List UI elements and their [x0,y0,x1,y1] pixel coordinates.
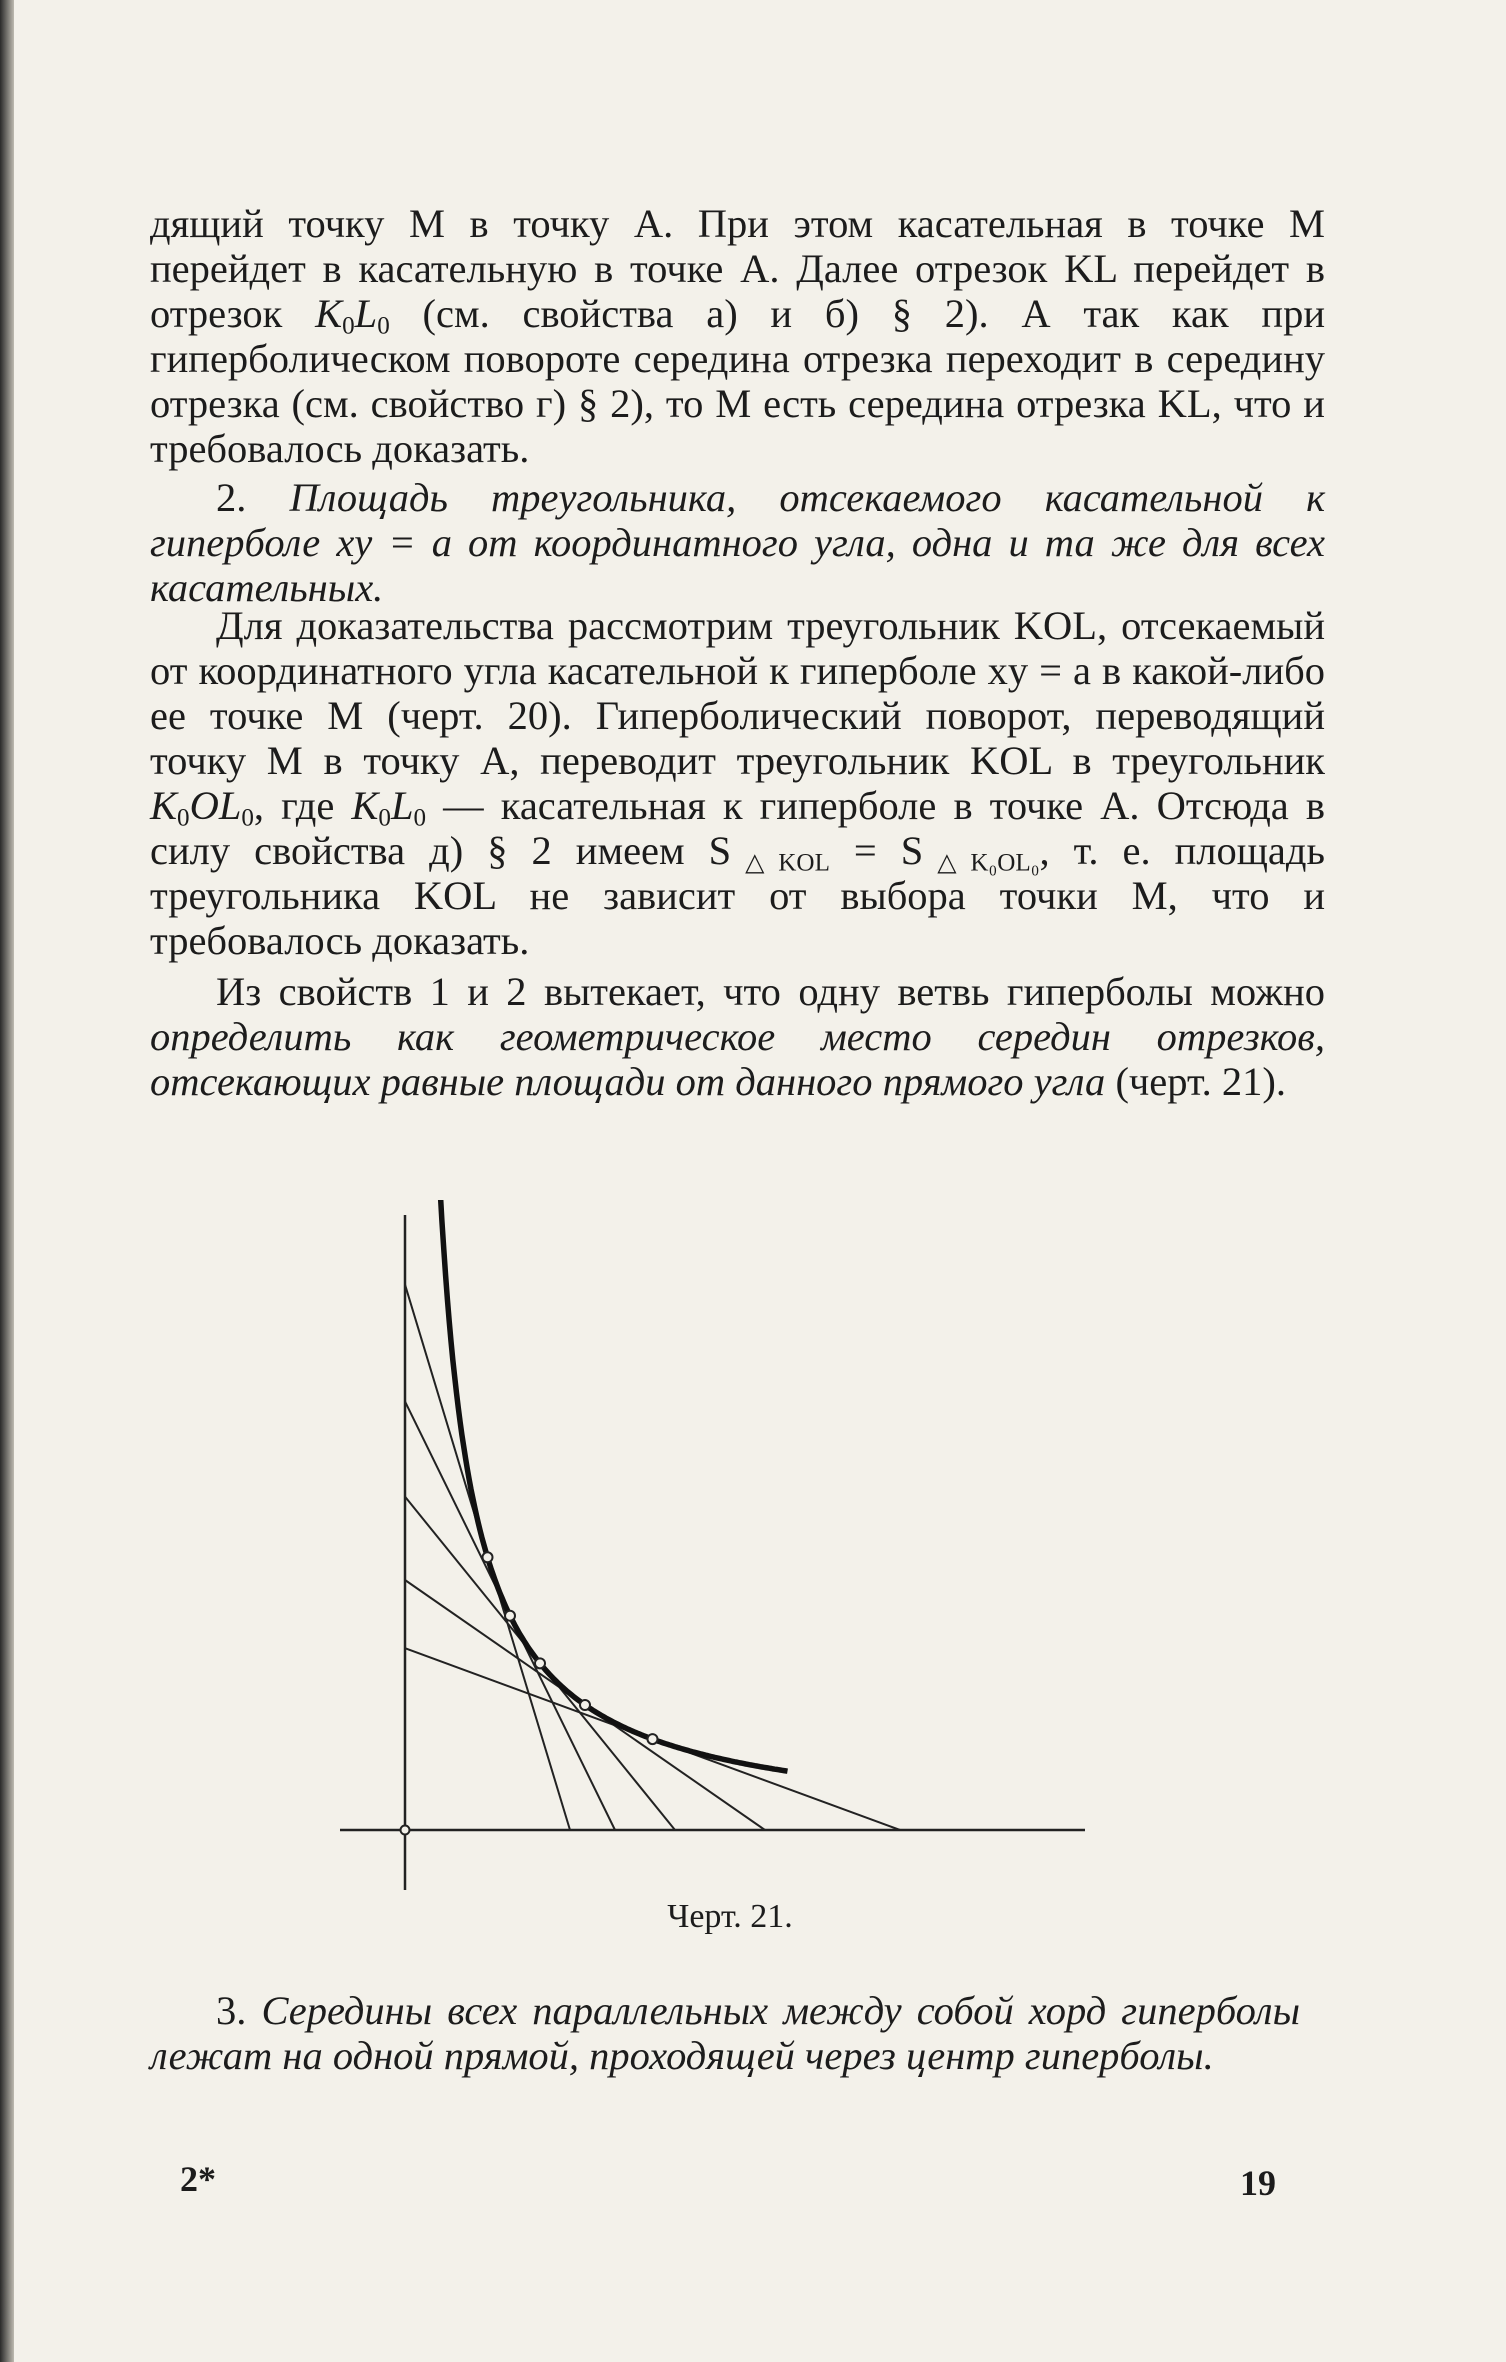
text-run: K [150,783,178,828]
figure-caption: Черт. 21. [667,1898,793,1935]
text-run: , т. е. площадь треугольника KOL не зависит от выбора точки М, что и требовалось доказать. [150,828,1325,963]
subscript: 0 [177,804,190,832]
text-run: (см. свойства а) и б) § 2). А так как при гиперболическом повороте середина отрезка переходит в середину отрезка (см. свойство г) § 2), то М есть середина отрезка KL, что и требовалось доказать. [150,291,1325,471]
theorem-number: 3. [216,1988,262,2033]
text-run: , где [253,783,352,828]
theorem-statement: Середины всех параллельных между собой хорд гиперболы лежат на одной прямой, проходящей через центр гиперболы. [150,1988,1300,2078]
midpoint-marker [535,1658,545,1668]
text-run: Из свойств 1 и 2 вытекает, что одну ветвь гиперболы можно [216,969,1325,1014]
paragraph-1 [150,201,1325,610]
hyperbola-curve [424,1200,788,1771]
tangent-lines [405,1285,900,1830]
text-run: K [351,783,379,828]
text-run: L [354,291,378,336]
signature-mark: 2* [180,2159,216,2199]
midpoint-marker [580,1700,590,1710]
subscript: △K₀OL₀ [923,849,1040,877]
subscript: 0 [413,804,427,832]
hyperbola-branch [424,1200,788,1771]
axes [340,1215,1085,1890]
paragraph-proof [150,603,1325,1104]
theorem-number: 2. [216,475,290,520]
subscript: 0 [241,804,254,832]
text-run: K [315,291,343,336]
subscript: 0 [378,804,391,832]
page-edge [0,0,14,2362]
text-run: дящий точку М в точку А. При этом касательная в точке М перейдет в касательную в точке А. Далее отрезок KL перейдет в отрезок [150,201,1325,336]
theorem-statement: Площадь треугольника, отсекаемого касательной к гиперболе xy = a от координатного угла, одна и та же для всех касательных. [150,475,1326,610]
text-run: = S [829,828,924,873]
text-run: OL [189,783,242,828]
text-run: Для доказательства рассмотрим треугольник KOL, отсекаемый от координатного угла касательной к гиперболе xy = a в какой-либо ее точке М (черт. 20). Гиперболический поворот, переводящий точку М в точку А, переводит треугольник KOL в треугольник [150,603,1325,783]
midpoint-marker [505,1611,515,1621]
paragraph-theorem-3 [150,1988,1300,2078]
subscript: 0 [342,312,355,340]
midpoints [483,1552,658,1744]
midpoint-marker [648,1734,658,1744]
text-run: — касательная к гиперболе в точке А. Отсюда в силу свойства д) § 2 имеем S [150,783,1325,873]
subscript: △KOL [731,849,830,877]
page-number: 19 [1240,2163,1276,2203]
text-run: L [390,783,414,828]
definition-italic: определить как геометрическое место середин отрезков, отсекающих равные площади от данного прямого угла [150,1014,1325,1104]
hyperbola-figure [320,1200,1120,1900]
origin-point [401,1826,410,1835]
subscript: 0 [377,312,390,340]
text-run: (черт. 21). [1105,1059,1287,1104]
midpoint-marker [483,1552,493,1562]
